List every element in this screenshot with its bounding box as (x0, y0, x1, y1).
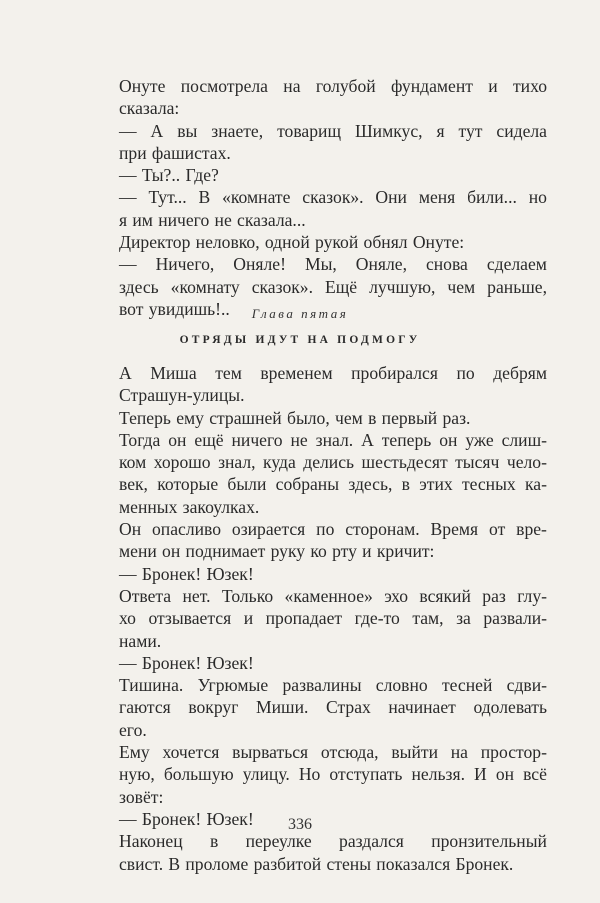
text-line: хо отзывается и пропадает где-то там, за развали- (119, 608, 547, 629)
text-line: Тогда он ещё ничего не знал. А теперь он уже слиш- (119, 429, 547, 450)
text-line: нами. (119, 630, 162, 651)
text-line: — Ты?.. Где? (119, 165, 219, 186)
text-line: Ответа нет. Только «каменное» эхо всякий раз глу- (119, 585, 547, 606)
text-line: я им ничего не сказала... (119, 209, 306, 230)
text-line: ную, большую улицу. Но отступать нельзя. И он всё (119, 764, 547, 785)
text-line: Ему хочется вырваться отсюда, выйти на простор- (119, 742, 547, 763)
text-line: его. (119, 719, 147, 740)
text-line: — Бронек! Юзек! (119, 808, 254, 829)
text-line: Тишина. Угрюмые развалины словно тесней сдви- (119, 675, 547, 696)
text-section-1 (119, 75, 547, 320)
text-line: гаются вокруг Миши. Страх начинает одолевать (119, 697, 547, 718)
text-section-2 (119, 362, 547, 875)
text-line: Онуте посмотрела на голубой фундамент и тихо (119, 76, 547, 96)
chapter-title: ОТРЯДЫ ИДУТ НА ПОДМОГУ (179, 334, 421, 346)
text-line: Теперь ему страшней было, чем в первый раз. (119, 407, 471, 428)
text-line: при фашистах. (119, 142, 231, 163)
text-line: — А вы знаете, товарищ Шимкус, я тут сидела (119, 120, 547, 141)
text-line: зовёт: (119, 786, 164, 807)
text-line: Наконец в переулке раздался пронзительный (119, 831, 547, 852)
text-line: — Бронек! Юзек! (119, 652, 254, 673)
text-line: менных закоулках. (119, 496, 260, 517)
text-line: свист. В проломе разбитой стены показался Бронек. (119, 853, 514, 874)
text-line: век, которые были собраны здесь, в этих тесных ка- (119, 474, 547, 495)
page-number: 336 (288, 816, 312, 833)
text-line: вот увидишь!.. (119, 298, 230, 319)
chapter-label: Глава пятая (251, 306, 349, 321)
text-line: — Тут... В «комнате сказок». Они меня били... но (119, 187, 547, 208)
text-line: — Бронек! Юзек! (119, 563, 254, 584)
text-line: Директор неловко, одной рукой обнял Онуте: (119, 232, 465, 253)
text-line: — Ничего, Оняле! Мы, Оняле, снова сделаем (119, 254, 547, 275)
text-line: Он опасливо озирается по сторонам. Время от вре- (119, 519, 547, 540)
text-line: ком хорошо знал, куда делись шестьдесят тысяч чело- (119, 452, 547, 473)
text-line: мени он поднимает руку ко рту и кричит: (119, 541, 435, 562)
text-line: сказала: (119, 98, 180, 119)
text-line: здесь «комнату сказок». Ещё лучшую, чем раньше, (119, 276, 547, 297)
text-line: А Миша тем временем пробирался по дебрям (119, 363, 547, 383)
text-line: Страшун-улицы. (119, 385, 245, 406)
